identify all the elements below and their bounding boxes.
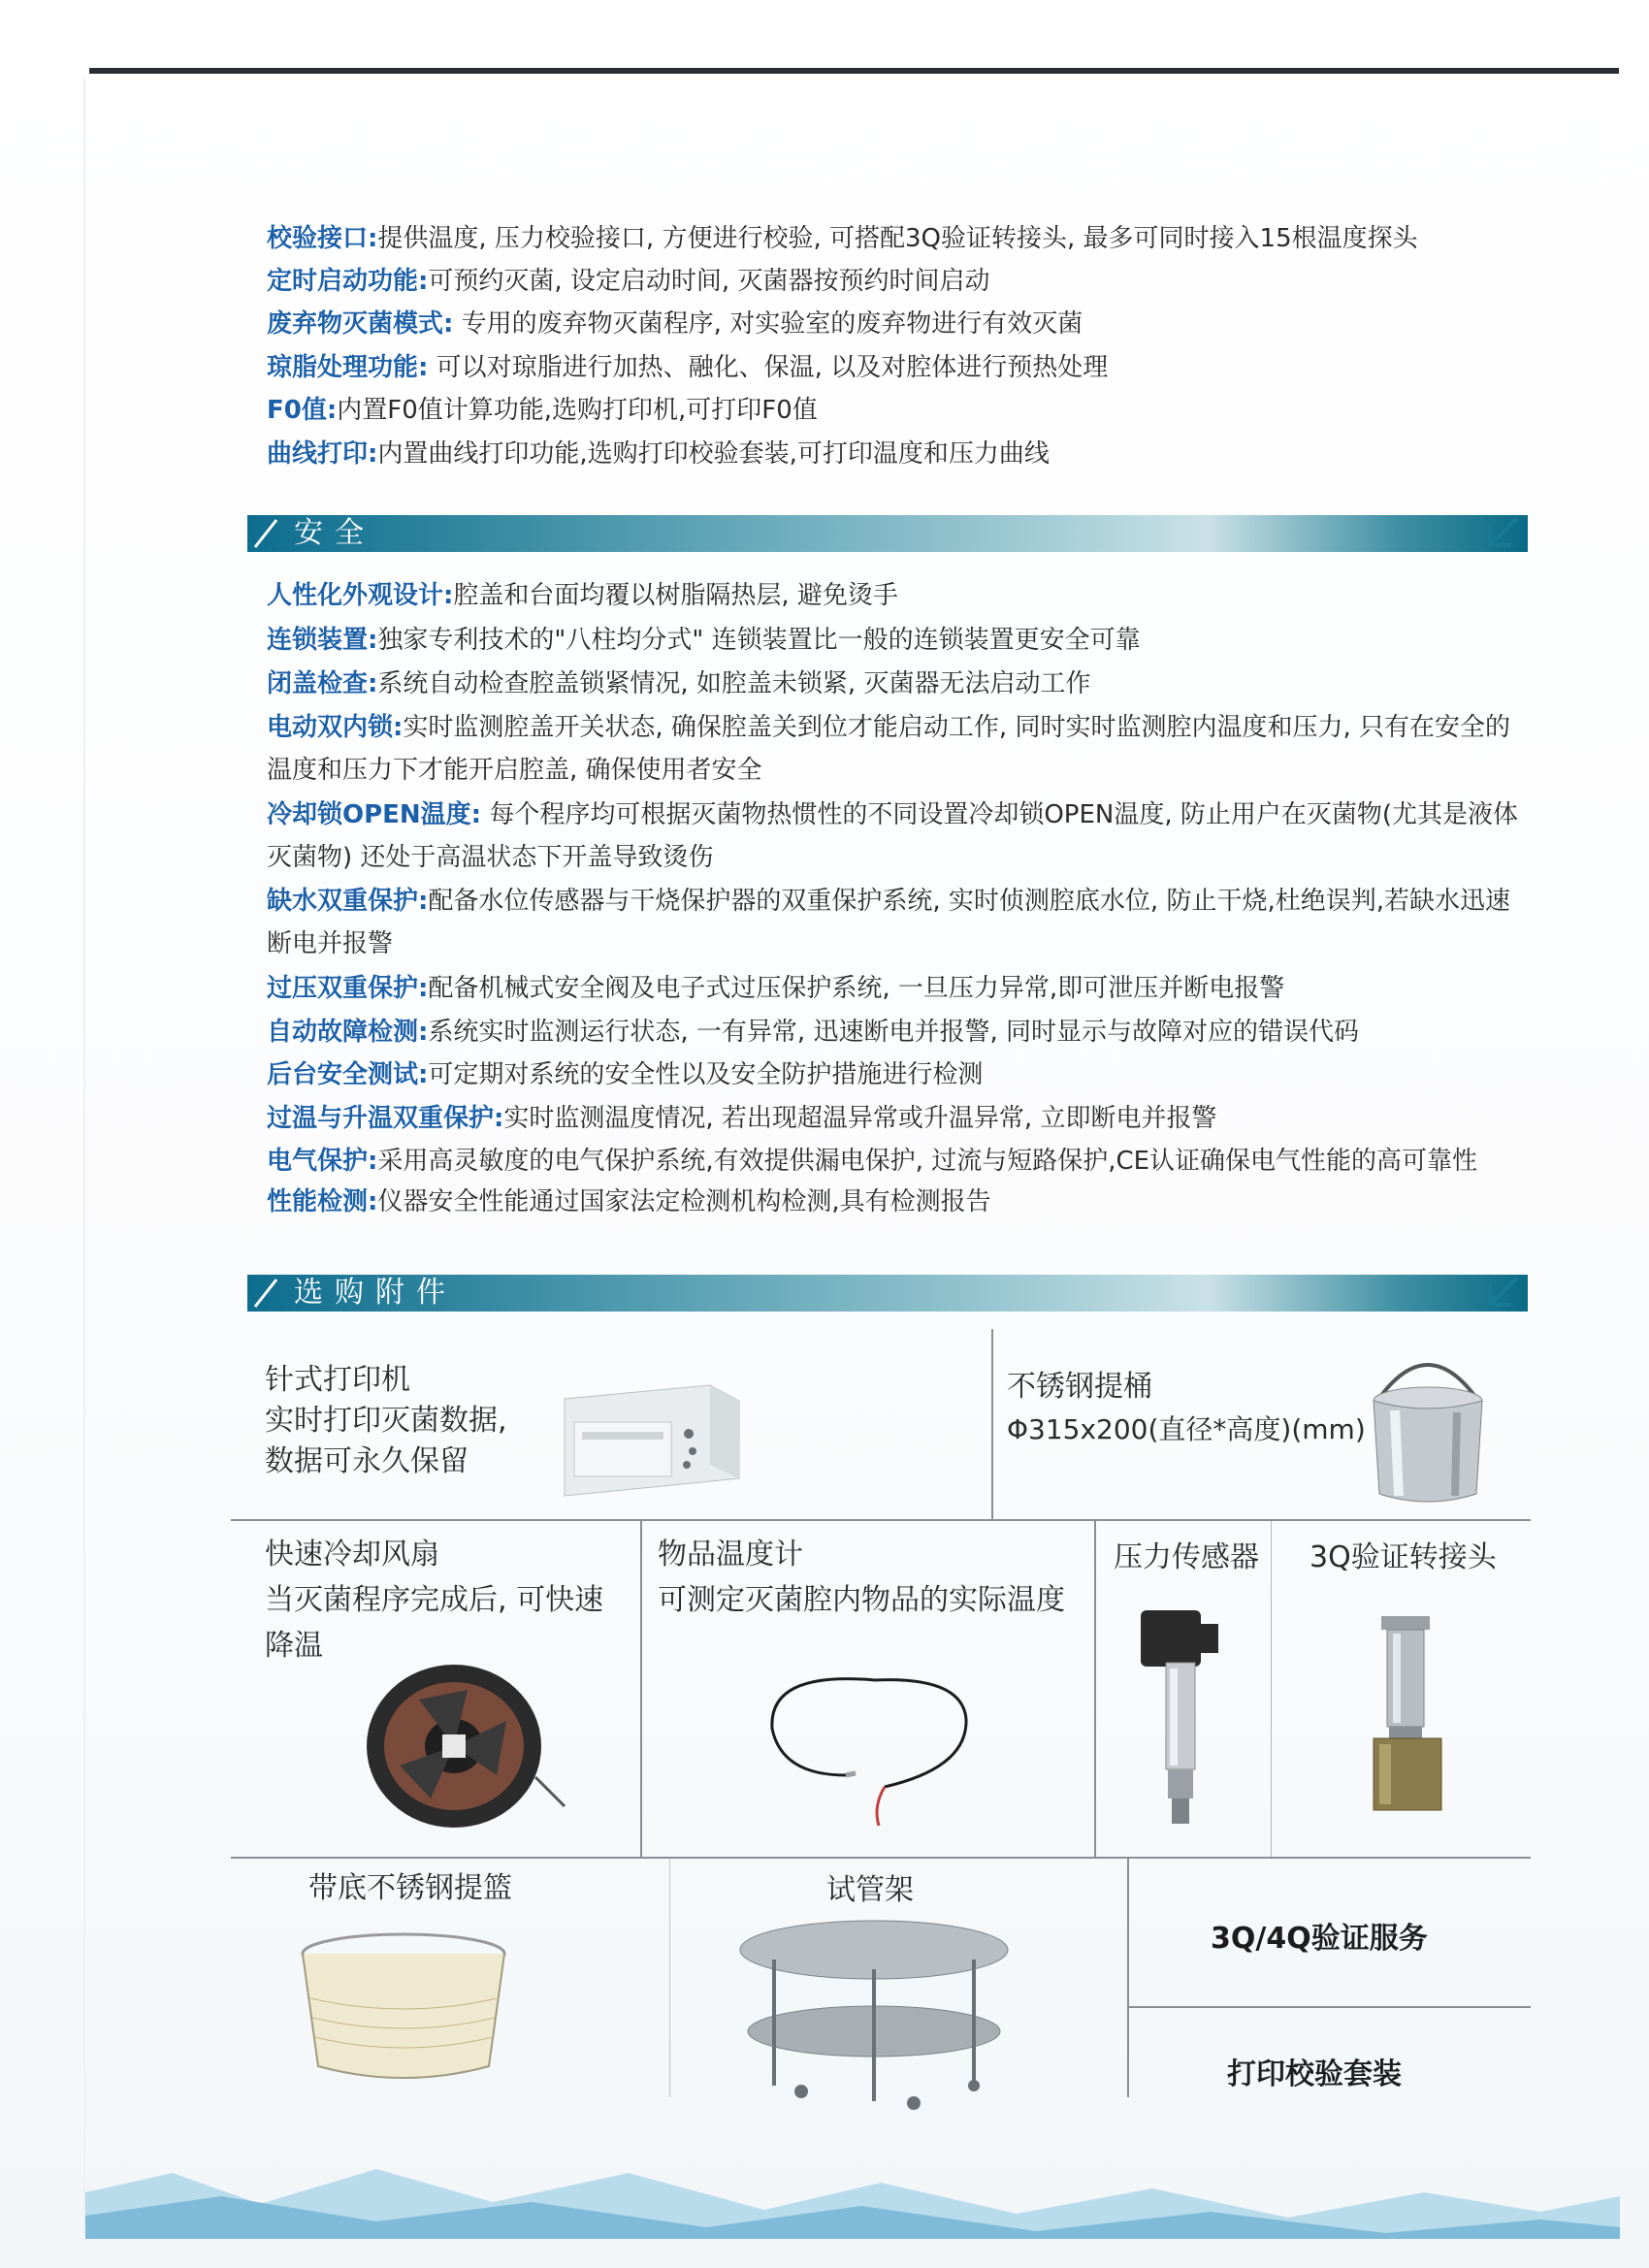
pressure-sensor-image bbox=[1133, 1601, 1234, 1831]
safety-item-interlock: 连锁装置:独家专利技术的"八柱均分式" 连锁装置比一般的连锁装置更安全可靠 bbox=[267, 626, 1141, 655]
grid-divider bbox=[669, 1859, 670, 2097]
grid-divider bbox=[1271, 1521, 1272, 1857]
arrow-corner-icon bbox=[1482, 512, 1523, 553]
footer-mountains bbox=[85, 2134, 1620, 2239]
basket-title: 带底不锈钢提篮 bbox=[308, 1871, 512, 1905]
safety-item-open-temp: 冷却锁OPEN温度: 每个程序均可根据灭菌物热惯性的不同设置冷却锁OPEN温度, 防止用户在灭菌物(尤其是液体灭菌物) 还处于高温状态下开盖导致烫伤 bbox=[267, 800, 1519, 872]
adapter-title: 3Q验证转接头 bbox=[1310, 1540, 1497, 1574]
test-tube-rack-image bbox=[735, 1911, 1013, 2115]
accessories-section-header bbox=[247, 1275, 1528, 1312]
safety-item-electrical: 电气保护:采用高灵敏度的电气保护系统,有效提供漏电保护, 过流与短路保护,CE认证确保电气性能的高可靠性 bbox=[267, 1147, 1478, 1176]
printer-title: 针式打印机 bbox=[265, 1363, 410, 1397]
rack-title: 试管架 bbox=[826, 1873, 914, 1907]
feature-agar: 琼脂处理功能: 可以对琼脂进行加热、融化、保温, 以及对腔体进行预热处理 bbox=[267, 353, 1109, 382]
fan-desc-line1: 当灭菌程序完成后, 可快速 bbox=[265, 1583, 604, 1617]
safety-item-overtemp: 过温与升温双重保护:实时监测温度情况, 若出现超温异常或升温异常, 立即断电并报警 bbox=[267, 1104, 1217, 1133]
thermometer-desc: 可测定灭菌腔内物品的实际温度 bbox=[658, 1583, 1065, 1617]
grid-divider bbox=[1127, 1859, 1129, 2097]
grid-divider bbox=[991, 1329, 993, 1519]
grid-divider bbox=[231, 1519, 1531, 1521]
safety-item-design: 人性化外观设计:腔盖和台面均覆以树脂隔热层, 避免烫手 bbox=[267, 581, 898, 610]
safety-section-header bbox=[247, 515, 1528, 552]
thermometer-title: 物品温度计 bbox=[658, 1538, 803, 1571]
print-calibration-kit-label: 打印校验套装 bbox=[1227, 2057, 1402, 2091]
accessories-section-title: 选购附件 bbox=[294, 1276, 457, 1310]
arrow-corner-icon bbox=[1482, 1272, 1523, 1312]
safety-section-title: 安全 bbox=[294, 516, 375, 550]
safety-item-performance: 性能检测:仪器安全性能通过国家法定检测机构检测,具有检测报告 bbox=[267, 1187, 991, 1216]
slash-icon bbox=[253, 1278, 278, 1309]
grid-divider bbox=[640, 1521, 642, 1857]
feature-timed-start: 定时启动功能:可预约灭菌, 设定启动时间, 灭菌器按预约时间启动 bbox=[267, 267, 990, 296]
printer-desc-line2: 数据可永久保留 bbox=[265, 1444, 469, 1478]
safety-item-fault-detect: 自动故障检测:系统实时监测运行状态, 一有异常, 迅速断电并报警, 同时显示与故障对应的错误代码 bbox=[267, 1018, 1359, 1047]
safety-item-dual-lock: 电动双内锁:实时监测腔盖开关状态, 确保腔盖关到位才能启动工作, 同时实时监测腔内温度和压力, 只有在安全的温度和压力下才能开启腔盖, 确保使用者安全 bbox=[267, 713, 1510, 785]
bucket-title: 不锈钢提桶 bbox=[1007, 1370, 1152, 1404]
page-edge bbox=[83, 78, 85, 2231]
printer-desc-line1: 实时打印灭菌数据, bbox=[265, 1404, 507, 1438]
bucket-size: Φ315x200(直径*高度)(mm) bbox=[1007, 1413, 1366, 1445]
grid-divider bbox=[1094, 1521, 1096, 1857]
basket-image bbox=[297, 1930, 510, 2090]
safety-item-low-water: 缺水双重保护:配备水位传感器与干烧保护器的双重保护系统, 实时侦测腔底水位, 防止干烧,杜绝误判,若缺水迅速断电并报警 bbox=[267, 887, 1510, 958]
printer-image bbox=[545, 1372, 749, 1500]
feature-f0: F0值:内置F0值计算功能,选购打印机,可打印F0值 bbox=[267, 396, 818, 425]
slash-icon bbox=[253, 518, 278, 549]
validation-service-label: 3Q/4Q验证服务 bbox=[1211, 1922, 1428, 1956]
adapter-image bbox=[1360, 1610, 1457, 1816]
fan-image bbox=[361, 1661, 572, 1831]
grid-divider bbox=[231, 1857, 1531, 1859]
pressure-sensor-title: 压力传感器 bbox=[1114, 1540, 1259, 1574]
grid-divider bbox=[1129, 2006, 1531, 2008]
fan-title: 快速冷却风扇 bbox=[265, 1538, 439, 1571]
feature-curve-print: 曲线打印:内置曲线打印功能,选购打印校验套装,可打印温度和压力曲线 bbox=[267, 439, 1050, 469]
safety-item-lid-check: 闭盖检查:系统自动检查腔盖锁紧情况, 如腔盖未锁紧, 灭菌器无法启动工作 bbox=[267, 669, 1091, 698]
top-rule bbox=[89, 68, 1619, 74]
thermometer-probe-image bbox=[759, 1661, 982, 1831]
safety-item-overpressure: 过压双重保护:配备机械式安全阀及电子式过压保护系统, 一旦压力异常,即可泄压并断电报警 bbox=[267, 974, 1285, 1003]
feature-waste-mode: 废弃物灭菌模式: 专用的废弃物灭菌程序, 对实验室的废弃物进行有效灭菌 bbox=[267, 309, 1083, 339]
safety-item-background-test: 后台安全测试:可定期对系统的安全性以及安全防护措施进行检测 bbox=[267, 1060, 984, 1089]
feature-calibration-port: 校验接口:提供温度, 压力校验接口, 方便进行校验, 可搭配3Q验证转接头, 最多可同时接入15根温度探头 bbox=[267, 224, 1418, 253]
fan-desc-line2: 降温 bbox=[265, 1629, 323, 1663]
bucket-image bbox=[1360, 1341, 1496, 1513]
